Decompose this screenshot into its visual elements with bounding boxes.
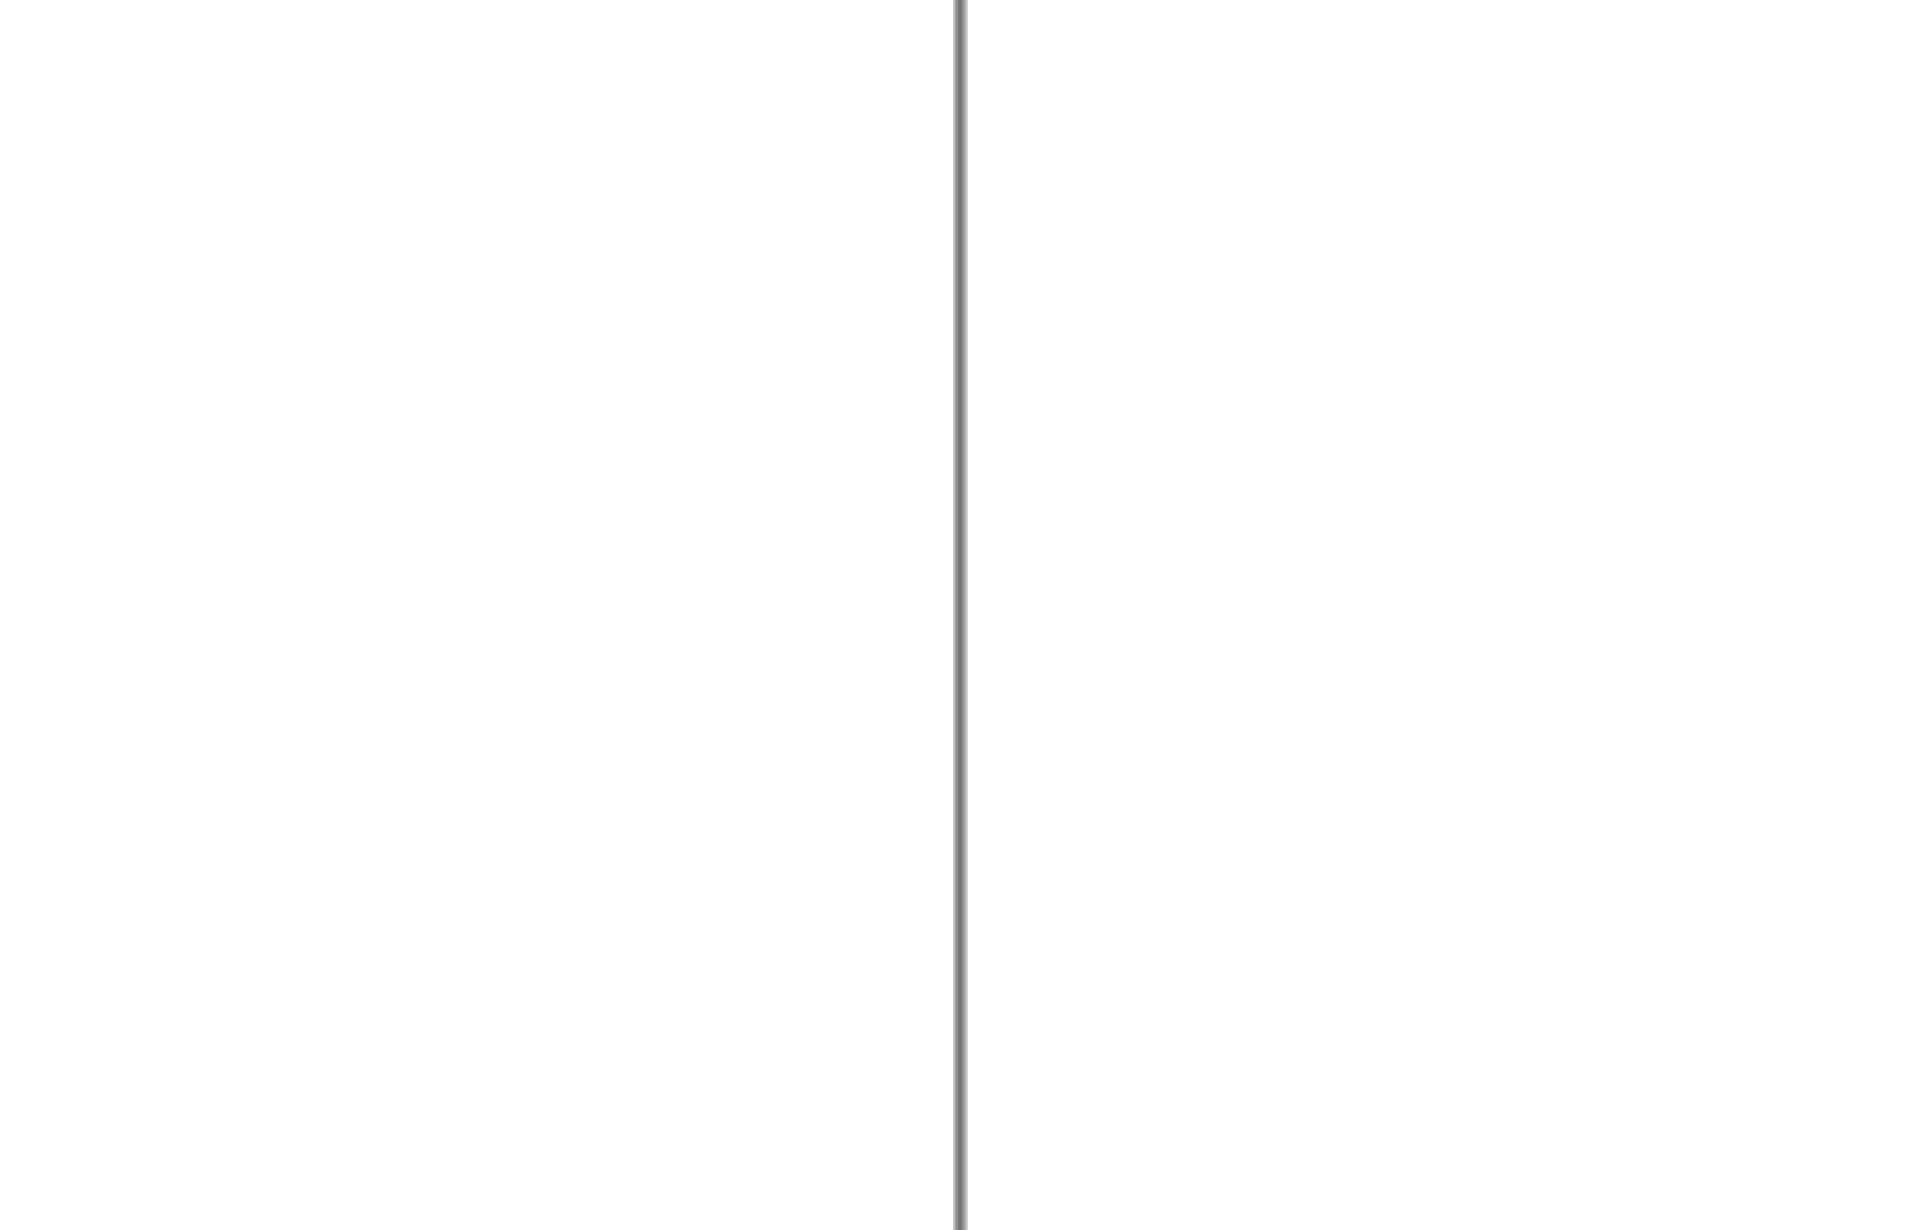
paragraph bbox=[1118, 437, 1800, 503]
paragraph bbox=[1118, 101, 1800, 167]
text-line bbox=[126, 677, 832, 710]
paragraph bbox=[126, 311, 832, 377]
text-line bbox=[126, 89, 832, 122]
paragraph bbox=[1118, 392, 1800, 425]
paragraph bbox=[126, 920, 832, 1184]
text-line bbox=[1118, 827, 1800, 860]
text-line bbox=[126, 155, 832, 188]
paragraph bbox=[1118, 302, 1800, 335]
text-line bbox=[1118, 593, 1800, 626]
paragraph bbox=[1118, 560, 1800, 659]
text-line bbox=[126, 389, 832, 422]
text-line bbox=[126, 776, 832, 809]
paragraph bbox=[1118, 827, 1800, 893]
text-line bbox=[1118, 179, 1800, 212]
text-line bbox=[1118, 392, 1800, 425]
text-line bbox=[1118, 560, 1800, 593]
text-line bbox=[126, 1085, 832, 1118]
text-line bbox=[126, 545, 832, 578]
text-line bbox=[126, 188, 832, 221]
text-line bbox=[126, 644, 832, 677]
paragraph bbox=[1118, 515, 1800, 548]
paragraph bbox=[126, 479, 832, 908]
paragraph bbox=[126, 434, 832, 467]
paragraph bbox=[1118, 347, 1800, 380]
text-line bbox=[126, 842, 832, 875]
text-line bbox=[1118, 716, 1800, 749]
text-line bbox=[1118, 224, 1800, 257]
paragraph bbox=[1118, 671, 1800, 704]
left-page bbox=[0, 0, 953, 1230]
text-line bbox=[126, 434, 832, 467]
text-line bbox=[126, 710, 832, 743]
paragraph bbox=[1118, 905, 1800, 1004]
text-line bbox=[126, 479, 832, 512]
text-line bbox=[1118, 257, 1800, 290]
text-line bbox=[1118, 626, 1800, 659]
text-line bbox=[126, 56, 832, 89]
text-line bbox=[126, 311, 832, 344]
paragraph bbox=[1118, 224, 1800, 290]
text-line bbox=[1118, 971, 1800, 1004]
paragraph bbox=[126, 56, 832, 254]
text-line bbox=[1118, 860, 1800, 893]
paragraph bbox=[126, 266, 832, 299]
text-line bbox=[1118, 671, 1800, 704]
paragraph bbox=[1118, 56, 1800, 89]
text-line bbox=[126, 953, 832, 986]
text-line bbox=[1118, 56, 1800, 89]
text-line bbox=[126, 1118, 832, 1151]
text-line bbox=[126, 122, 832, 155]
text-line bbox=[1118, 905, 1800, 938]
right-page-text bbox=[1118, 56, 1800, 1016]
text-line bbox=[1118, 515, 1800, 548]
text-line bbox=[126, 986, 832, 1019]
text-line bbox=[126, 920, 832, 953]
text-line bbox=[1118, 437, 1800, 470]
text-line bbox=[1118, 470, 1800, 503]
text-line bbox=[126, 1052, 832, 1085]
right-page bbox=[968, 0, 1915, 1230]
text-line bbox=[126, 512, 832, 545]
text-line bbox=[126, 743, 832, 776]
text-line bbox=[126, 266, 832, 299]
paragraph bbox=[1118, 716, 1800, 815]
page-gutter bbox=[953, 0, 968, 1230]
text-line bbox=[1118, 749, 1800, 782]
paragraph bbox=[126, 389, 832, 422]
paragraph bbox=[1118, 179, 1800, 212]
text-line bbox=[1118, 782, 1800, 815]
left-page-text bbox=[126, 56, 832, 1196]
text-line bbox=[126, 809, 832, 842]
text-line bbox=[126, 875, 832, 908]
text-line bbox=[126, 221, 832, 254]
text-line bbox=[126, 1019, 832, 1052]
text-line bbox=[126, 611, 832, 644]
text-line bbox=[1118, 134, 1800, 167]
text-line bbox=[126, 1151, 832, 1184]
text-line bbox=[1118, 302, 1800, 335]
text-line bbox=[1118, 347, 1800, 380]
text-line bbox=[126, 578, 832, 611]
text-line bbox=[1118, 101, 1800, 134]
text-line bbox=[1118, 938, 1800, 971]
text-line bbox=[126, 344, 832, 377]
